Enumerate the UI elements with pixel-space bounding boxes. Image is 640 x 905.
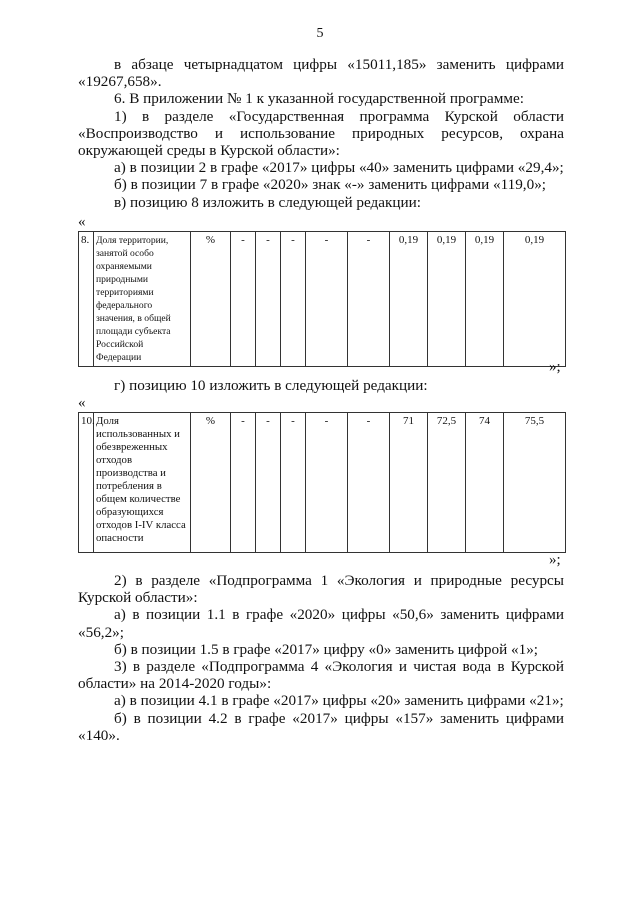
table8-cell: - <box>348 232 390 367</box>
table10-cell: 71 <box>390 413 428 553</box>
table10-num: 10. <box>79 413 94 553</box>
mid-paragraph <box>78 377 564 394</box>
table10-cell: - <box>306 413 348 553</box>
table10-cell: - <box>231 413 256 553</box>
paragraph-item-b: б) в позиции 7 в графе «2020» знак «-» заменить цифрами «119,0»; <box>114 176 547 194</box>
table10-unit: % <box>191 413 231 553</box>
paragraph-appendix: 6. В приложении № 1 к указанной государственной программе: <box>114 90 524 108</box>
table8-cell: 0,19 <box>390 232 428 367</box>
top-paragraphs <box>78 56 564 211</box>
table8-unit: % <box>191 232 231 367</box>
table8-cell: 0,19 <box>466 232 504 367</box>
page-number: 5 <box>316 26 324 41</box>
table10-indicator-name: Доля использованных и обезвреженных отходов производства и потребления в общем количестве образующихся отходов I-IV класса опасности <box>94 413 191 553</box>
table8-cell: 0,19 <box>504 232 566 367</box>
position-8-table <box>78 231 566 367</box>
quote-close-2: »; <box>549 552 561 568</box>
paragraph-abzac-cont: «19267,658». <box>78 73 162 91</box>
quote-open-1: « <box>78 214 86 230</box>
table10-cell: - <box>256 413 281 553</box>
paragraph-section-3: 3) в разделе «Подпрограмма 4 «Экология и чистая вода в Курской области» на 2014-2020 годы»: <box>78 658 564 693</box>
table10-cell: 74 <box>466 413 504 553</box>
table10-cell: 72,5 <box>428 413 466 553</box>
position-10-table <box>78 412 566 553</box>
table10-cell: - <box>348 413 390 553</box>
table8-num: 8. <box>79 232 94 367</box>
table8-cell: - <box>306 232 348 367</box>
paragraph-section-2: 2) в разделе «Подпрограмма 1 «Экология и природные ресурсы Курской области»: <box>78 572 564 607</box>
quote-close-1: »; <box>549 359 561 375</box>
quote-open-2: « <box>78 395 86 411</box>
paragraph-section-1: 1) в разделе «Государственная программа Курской области «Воспроизводство и использование природных ресурсов, охрана окружающей среды в Курской области»: <box>78 107 564 160</box>
table8-cell: 0,19 <box>428 232 466 367</box>
table8-cell: - <box>231 232 256 367</box>
paragraph-item-4-2: б) в позиции 4.2 в графе «2017» цифры «157» заменить цифрами «140». <box>78 709 564 744</box>
table8-cell: - <box>256 232 281 367</box>
paragraph-item-1-5: б) в позиции 1.5 в графе «2017» цифру «0» заменить цифрой «1»; <box>114 640 539 658</box>
paragraph-item-g: г) позицию 10 изложить в следующей редакции: <box>114 377 428 394</box>
table8-cell: - <box>281 232 306 367</box>
paragraph-item-v: в) позицию 8 изложить в следующей редакции: <box>114 193 422 211</box>
bottom-paragraphs <box>78 572 564 744</box>
paragraph-item-a: а) в позиции 2 в графе «2017» цифры «40» заменить цифрами «29,4»; <box>114 159 564 177</box>
table8-indicator-name: Доля территории, занятой особо охраняемыми природными территориями федерального значения, в общей площади субъекта Российской Федерации <box>94 232 191 367</box>
paragraph-item-4-1: а) в позиции 4.1 в графе «2017» цифры «20» заменить цифрами «21»; <box>114 692 564 710</box>
table10-cell: 75,5 <box>504 413 566 553</box>
table10-cell: - <box>281 413 306 553</box>
paragraph-item-1-1: а) в позиции 1.1 в графе «2020» цифры «50,6» заменить цифрами «56,2»; <box>78 606 564 641</box>
paragraph-abzac: в абзаце четырнадцатом цифры «15011,185» заменить цифрами <box>114 56 564 73</box>
